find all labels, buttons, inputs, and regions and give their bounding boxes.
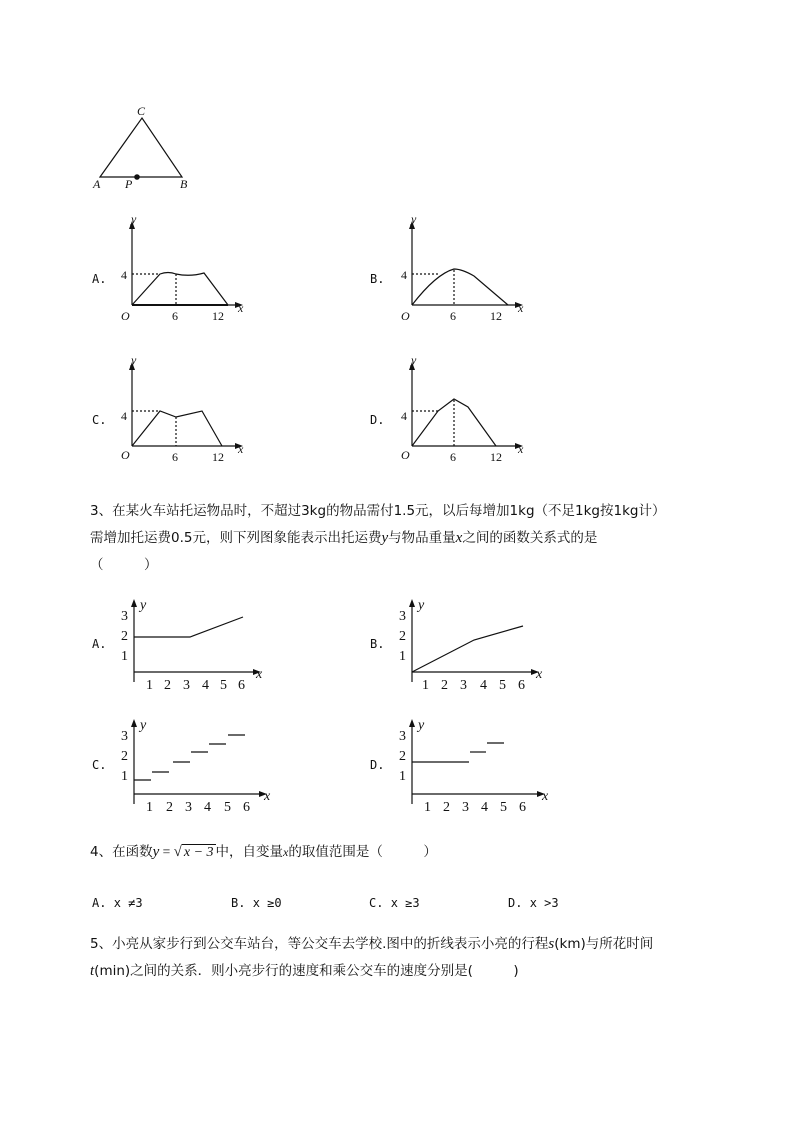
svg-text:6: 6	[172, 450, 178, 464]
svg-text:1: 1	[399, 769, 406, 784]
svg-text:6: 6	[238, 678, 245, 692]
q3-option-c-label[interactable]: C.	[92, 758, 107, 772]
q2-option-b-label[interactable]: B.	[370, 272, 385, 286]
svg-text:x: x	[536, 667, 543, 682]
label-a: A	[93, 177, 101, 191]
svg-text:5: 5	[499, 678, 506, 692]
q2-option-a-label[interactable]: A.	[92, 272, 107, 286]
label-b: B	[180, 177, 188, 191]
svg-text:x: x	[238, 301, 244, 315]
svg-text:2: 2	[443, 800, 450, 815]
svg-text:y: y	[411, 212, 417, 226]
svg-text:2: 2	[399, 749, 406, 764]
svg-text:5: 5	[500, 800, 507, 815]
svg-text:4: 4	[121, 409, 127, 423]
triangle-figure	[90, 100, 200, 195]
q2-option-d-label[interactable]: D.	[370, 413, 385, 427]
q3-line-1: 3、在某火车站托运物品时，不超过3kg的物品需付1.5元，以后每增加1kg（不足1kg按1kg计）	[90, 503, 666, 519]
svg-text:O: O	[121, 448, 130, 462]
q3-option-b-label[interactable]: B.	[370, 637, 385, 651]
q3-graph-b[interactable]	[390, 592, 550, 692]
svg-text:3: 3	[399, 609, 406, 624]
q4-choice-d[interactable]: D. x >3	[508, 896, 559, 910]
q5-line-2: t(min)之间的关系．则小亮步行的速度和乘公交车的速度分别是( )	[90, 963, 519, 979]
q3-graph-c[interactable]	[112, 712, 277, 815]
svg-text:12: 12	[212, 450, 224, 464]
svg-text:6: 6	[450, 450, 456, 464]
svg-text:6: 6	[518, 678, 525, 692]
svg-text:3: 3	[121, 729, 128, 744]
svg-text:3: 3	[185, 800, 192, 815]
svg-text:1: 1	[399, 649, 406, 664]
svg-text:3: 3	[460, 678, 467, 692]
svg-text:2: 2	[164, 678, 171, 692]
label-c: C	[137, 104, 146, 118]
svg-text:2: 2	[121, 629, 128, 644]
q3-option-a-label[interactable]: A.	[92, 637, 107, 651]
svg-text:1: 1	[121, 769, 128, 784]
svg-text:x: x	[264, 789, 271, 804]
svg-text:6: 6	[172, 309, 178, 323]
q3-graph-d[interactable]	[390, 712, 555, 815]
svg-text:6: 6	[450, 309, 456, 323]
q4-choice-a[interactable]: A. x ≠3	[92, 896, 143, 910]
svg-text:4: 4	[204, 800, 211, 815]
q3-line-2: 需增加托运费0.5元，则下列图象能表示出托运费y与物品重量x之间的函数关系式的是	[90, 530, 598, 546]
svg-text:y: y	[411, 353, 417, 367]
svg-text:x: x	[518, 442, 524, 456]
q3-option-d-label[interactable]: D.	[370, 758, 385, 772]
svg-text:5: 5	[220, 678, 227, 692]
svg-text:2: 2	[399, 629, 406, 644]
svg-text:6: 6	[243, 800, 250, 815]
svg-text:y: y	[418, 718, 425, 733]
q2-graph-d[interactable]	[390, 353, 530, 468]
svg-text:1: 1	[121, 649, 128, 664]
svg-text:1: 1	[424, 800, 431, 815]
svg-text:2: 2	[441, 678, 448, 692]
svg-text:5: 5	[224, 800, 231, 815]
svg-text:x: x	[256, 667, 263, 682]
svg-text:O: O	[401, 309, 410, 323]
svg-text:O: O	[121, 309, 130, 323]
svg-text:4: 4	[481, 800, 488, 815]
svg-text:1: 1	[146, 800, 153, 815]
svg-text:12: 12	[490, 309, 502, 323]
svg-text:x: x	[238, 442, 244, 456]
svg-text:x: x	[518, 301, 524, 315]
svg-text:y: y	[140, 598, 147, 613]
q4-choice-c[interactable]: C. x ≥3	[369, 896, 420, 910]
svg-text:1: 1	[146, 678, 153, 692]
svg-text:3: 3	[399, 729, 406, 744]
q2-graph-b[interactable]	[390, 212, 530, 327]
q2-graph-c[interactable]	[110, 353, 250, 468]
svg-text:3: 3	[183, 678, 190, 692]
svg-text:1: 1	[422, 678, 429, 692]
svg-text:2: 2	[121, 749, 128, 764]
svg-text:6: 6	[519, 800, 526, 815]
q3-graph-a[interactable]	[112, 592, 272, 692]
svg-text:4: 4	[401, 268, 407, 282]
svg-text:3: 3	[462, 800, 469, 815]
svg-text:3: 3	[121, 609, 128, 624]
svg-text:y: y	[131, 212, 137, 226]
svg-text:12: 12	[212, 309, 224, 323]
q4-radicand: x − 3	[183, 845, 214, 860]
svg-text:y: y	[140, 718, 147, 733]
q4-text: 4、在函数y = √ x − 3 中，自变量x的取值范围是（ ）	[90, 844, 437, 860]
svg-text:y: y	[131, 353, 137, 367]
q2-option-c-label[interactable]: C.	[92, 413, 107, 427]
q3-answer-paren: （ ）	[90, 557, 158, 573]
svg-text:4: 4	[202, 678, 209, 692]
svg-text:4: 4	[121, 268, 127, 282]
svg-text:O: O	[401, 448, 410, 462]
q2-graph-a[interactable]	[110, 212, 250, 327]
svg-text:4: 4	[401, 409, 407, 423]
label-p: P	[125, 177, 133, 191]
q3-text	[90, 498, 665, 579]
svg-text:y: y	[418, 598, 425, 613]
q4-choice-b[interactable]: B. x ≥0	[231, 896, 282, 910]
svg-text:2: 2	[166, 800, 173, 815]
q5-line-1: 5、小亮从家步行到公交车站台，等公交车去学校.图中的折线表示小亮的行程s(km)与所花时间	[90, 936, 654, 952]
svg-text:x: x	[542, 789, 549, 804]
svg-text:4: 4	[480, 678, 487, 692]
q5-text	[90, 931, 653, 985]
svg-text:12: 12	[490, 450, 502, 464]
